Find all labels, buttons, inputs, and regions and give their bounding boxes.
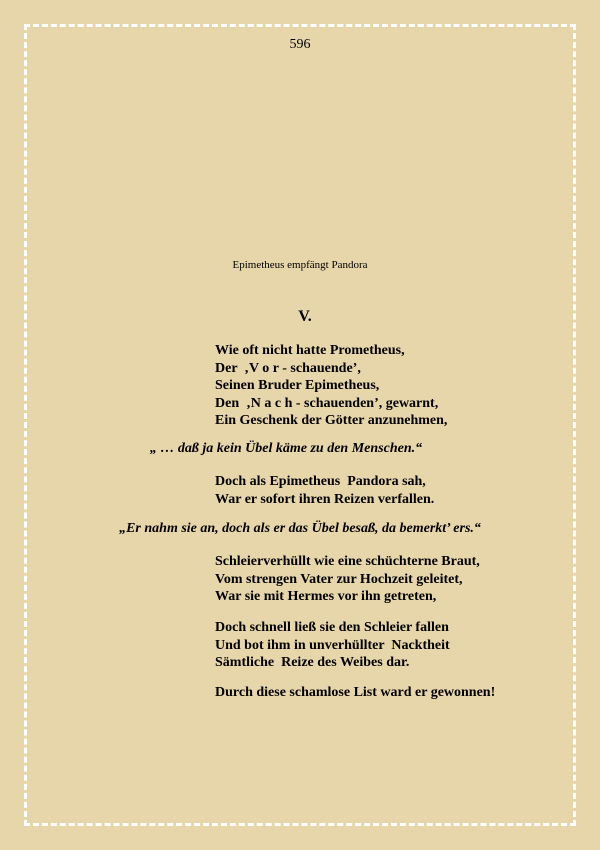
- verse-line: Den ‚N a c h - schauenden’, gewarnt,: [215, 395, 439, 411]
- verse-line: Schleierverhüllt wie eine schüchterne Braut,: [215, 554, 480, 569]
- verse-line: War er sofort ihren Reizen verfallen.: [215, 491, 435, 507]
- verse-line: Seinen Bruder Epimetheus,: [215, 378, 380, 393]
- verse-line: Doch als Epimetheus Pandora sah,: [215, 474, 426, 489]
- quote-line: „Er nahm sie an, doch als er das Übel besaß, da bemerkt’ ers.“: [119, 521, 481, 536]
- verse-line: Durch diese schamlose List ward er gewonnen!: [215, 685, 496, 700]
- stanza-5: [215, 684, 495, 702]
- verse-line: War sie mit Hermes vor ihn getreten,: [215, 589, 437, 604]
- section-numeral: V.: [298, 308, 312, 325]
- stanza-3: [215, 553, 480, 606]
- verse-line: Der ‚V o r - schauende’,: [215, 360, 361, 376]
- verse-line: Sämtliche Reize des Weibes dar.: [215, 655, 410, 670]
- verse-line: Und bot ihm in unverhüllter Nacktheit: [215, 637, 450, 653]
- poem-subtitle: Epimetheus empfängt Pandora: [232, 259, 368, 271]
- quote-line: „ … daß ja kein Übel käme zu den Menschen.“: [149, 441, 423, 456]
- verse-line: Wie oft nicht hatte Prometheus,: [215, 343, 405, 358]
- verse-line: Ein Geschenk der Götter anzunehmen,: [215, 413, 448, 428]
- stanza-4: [215, 619, 450, 672]
- verse-line: Vom strengen Vater zur Hochzeit geleitet,: [215, 571, 463, 587]
- stanza-2: [215, 473, 434, 508]
- verse-line: Doch schnell ließ sie den Schleier fallen: [215, 620, 449, 635]
- stanza-1: [215, 342, 447, 430]
- page-number: 596: [289, 37, 311, 52]
